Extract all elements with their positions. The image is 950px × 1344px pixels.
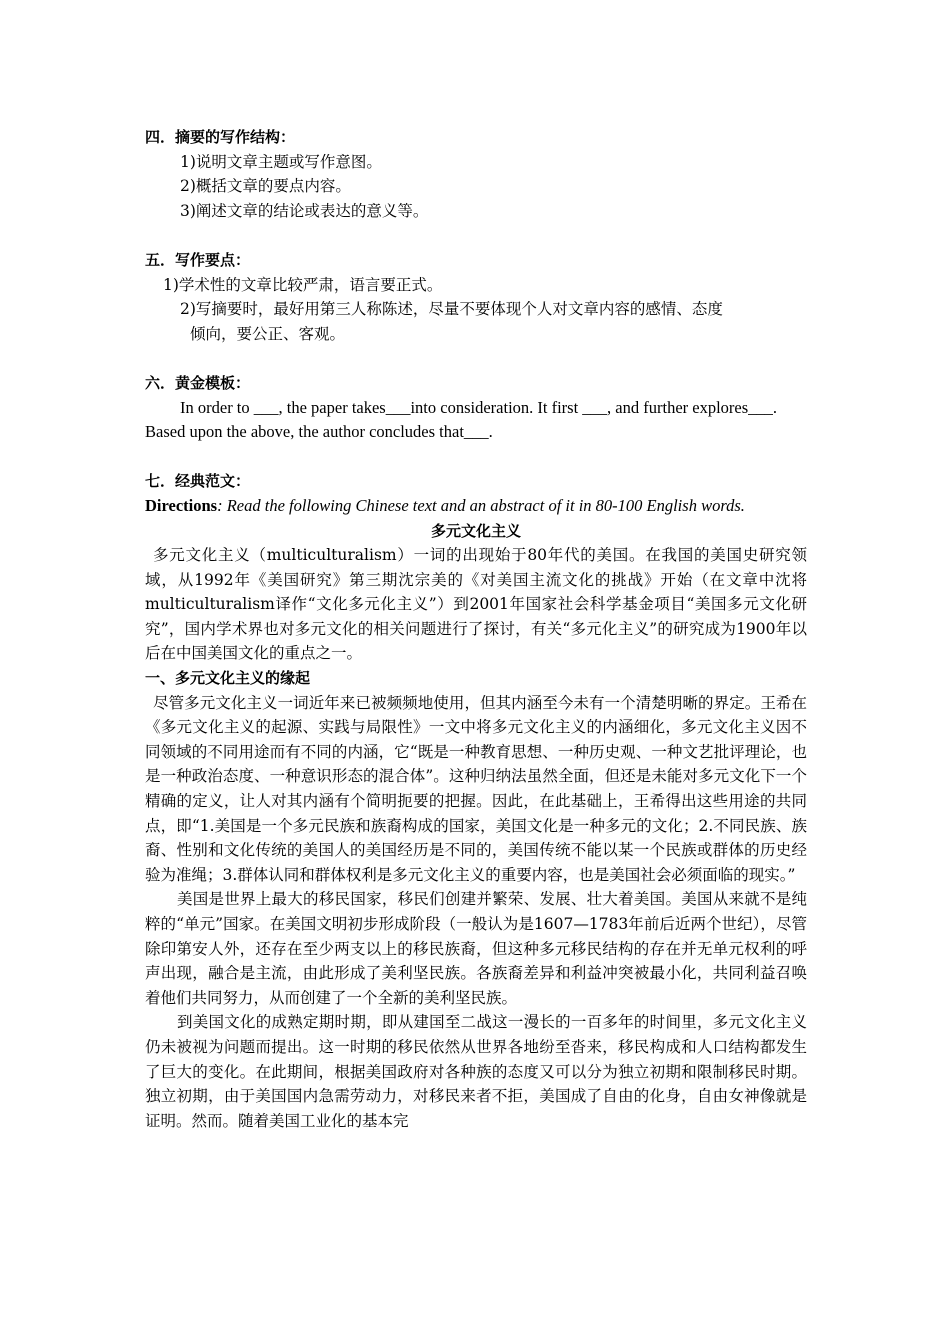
spacer	[145, 445, 807, 470]
directions-label: Directions	[145, 495, 218, 515]
section6-heading: 六．黄金模板：	[145, 373, 251, 392]
section5-item-2-line1: 2)写摘要时，最好用第三人称陈述，尽量不要体现个人对文章内容的感情、态度	[180, 300, 723, 319]
template-line-1: In order to ___, the paper takes___into consideration. It first ___, and further explores___.	[180, 397, 778, 417]
article-paragraph-2: 美国是世界上最大的移民国家，移民们创建并繁荣、发展、壮大着美国。美国从来就不是纯粹的“单元”国家。在美国文明初步形成阶段（一般认为是1607—1783年前后近两个世纪），尽管除印第安人外，还存在至少两支以上的移民族裔，但这种多元移民结构的存在并无单元权利的呼声出现，融合是主流，由此形成了美利坚民族。各族裔差异和利益冲突被最小化，共同利益召唤着他们共同努力，从而创建了一个全新的美利坚民族。	[145, 890, 807, 1007]
directions-text: : Read the following Chinese text and an abstract of it in 80-100 English words.	[217, 495, 745, 515]
section4-item-2: 2)概括文章的要点内容。	[180, 177, 351, 196]
section5-heading: 五．写作要点：	[145, 250, 251, 269]
section4-item-1: 1)说明文章主题或写作意图。	[180, 152, 382, 171]
section7-heading: 七．经典范文：	[145, 472, 251, 491]
spacer	[145, 223, 807, 248]
section5-item-2-line2: 倾向，要公正、客观。	[190, 324, 346, 343]
article-title: 多元文化主义	[430, 521, 521, 540]
article-intro: 多元文化主义（multiculturalism）一词的出现始于80年代的美国。在我国的美国史研究领域，从1992年《美国研究》第三期沈宗美的《对美国主流文化的挑战》开始（在文章中沈将multiculturalism译作“文化多元化主义”）到2001年国家社会科学基金项目“美国多元文化研究”，国内学术界也对多元文化的相关问题进行了探讨，有关“多元化主义”的研究成为1900年以后在中国美国文化的重点之一。	[145, 546, 807, 663]
article-subheading: 一、多元文化主义的缘起	[145, 669, 311, 688]
template-line-2: Based upon the above, the author concludes that___.	[145, 422, 493, 442]
spacer	[145, 346, 807, 371]
article-paragraph-1: 尽管多元文化主义一词近年来已被频频地使用，但其内涵至今未有一个清楚明晰的界定。王希在《多元文化主义的起源、实践与局限性》一文中将多元文化主义的内涵细化，多元文化主义因不同领域的不同用途而有不同的内涵，它“既是一种教育思想、一种历史观、一种文艺批评理论，也是一种政治态度、一种意识形态的混合体”。这种归纳法虽然全面，但还是未能对多元文化下一个精确的定义，让人对其内涵有个简明扼要的把握。因此，在此基础上，王希得出这些用途的共同点，即“1.美国是一个多元民族和族裔构成的国家，美国文化是一种多元的文化；2.不同民族、族裔、性别和文化传统的美国人的美国经历是不同的，美国传统不能以某一个民族或群体的历史经验为准绳；3.群体认同和群体权利是多元文化主义的重要内容，也是美国社会必须面临的现实。”	[145, 693, 807, 884]
section5-item-1: 1)学术性的文章比较严肃，语言要正式。	[163, 275, 443, 294]
section4-item-3: 3)阐述文章的结论或表达的意义等。	[180, 201, 429, 220]
document-page	[145, 125, 807, 1133]
directions-line	[145, 494, 807, 519]
section4-heading: 四．摘要的写作结构：	[145, 128, 296, 146]
article-paragraph-3: 到美国文化的成熟定期时期，即从建国至二战这一漫长的一百多年的时间里，多元文化主义仍未被视为问题而提出。这一时期的移民依然从世界各地纷至沓来，移民构成和人口结构都发生了巨大的变化。在此期间，根据美国政府对各种族的态度又可以分为独立初期和限制移民时期。独立初期，由于美国国内急需劳动力，对移民来者不拒，美国成了自由的化身，自由女神像就是证明。然而。随着美国工业化的基本完	[145, 1013, 807, 1130]
